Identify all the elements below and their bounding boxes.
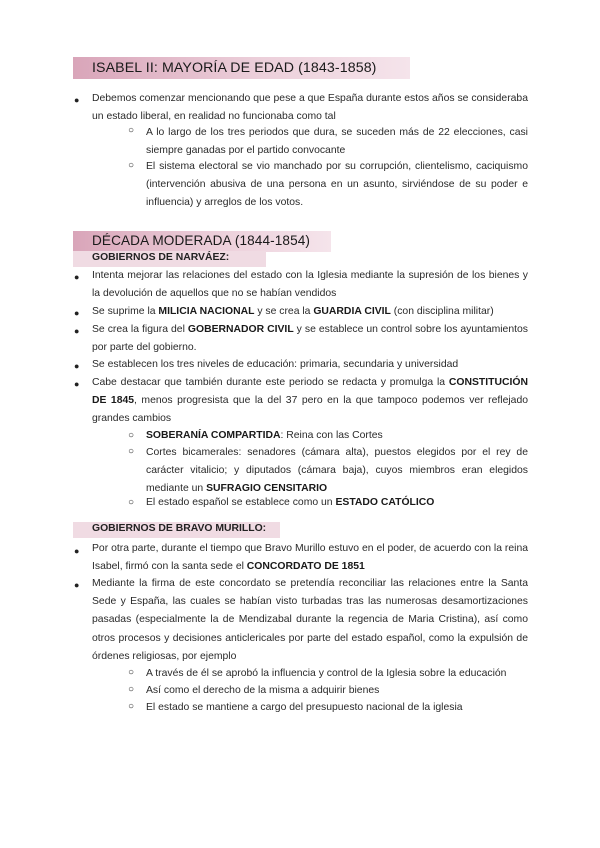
- bullet-dot: ●: [74, 580, 80, 590]
- paragraph: Intenta mejorar las relaciones del estado con la Iglesia mediante la supresión de los bienes y la devolución de aquellos que no se habían vendidos: [92, 270, 528, 300]
- paragraph: Por otra parte, durante el tiempo que Bravo Murillo estuvo en el poder, de acuerdo con la reina Isabel, firmó con la santa sede el CONCORDATO DE 1851: [92, 543, 528, 573]
- bullet-circle: ○: [128, 701, 135, 712]
- bullet-dot: ●: [74, 379, 80, 389]
- section-title: ISABEL II: MAYORÍA DE EDAD (1843-1858): [92, 60, 377, 76]
- bullet-circle: ○: [128, 160, 135, 171]
- bullet-dot: ●: [74, 361, 80, 371]
- sub-paragraph: El estado español se establece como un ESTADO CATÓLICO: [146, 497, 435, 508]
- sub-paragraph: Así como el derecho de la misma a adquirir bienes: [146, 685, 380, 696]
- sub-paragraph: A lo largo de los tres periodos que dura, se suceden más de 22 elecciones, casi siempre ganadas por el partido convocante: [146, 127, 528, 157]
- paragraph: Se crea la figura del GOBERNADOR CIVIL y se establece un control sobre los ayuntamientos por parte del gobierno.: [92, 324, 528, 354]
- section-title: DÉCADA MODERADA (1844-1854): [92, 233, 311, 248]
- sub-paragraph: A través de él se aprobó la influencia y control de la Iglesia sobre la educación: [146, 668, 507, 679]
- bullet-circle: ○: [128, 446, 135, 457]
- paragraph: Debemos comenzar mencionando que pese a que España durante estos años se consideraba un estado liberal, en realidad no funcionaba como tal: [92, 93, 528, 123]
- paragraph: Se establecen los tres niveles de educación: primaria, secundaria y universidad: [92, 359, 459, 370]
- bullet-circle: ○: [128, 497, 135, 508]
- paragraph: Cabe destacar que también durante este periodo se redacta y promulga la CONSTITUCIÓN DE 1845, menos progresista que la del 37 pero en la que tampoco podemos ver reflejado grandes cambios: [92, 377, 528, 425]
- subheading: GOBIERNOS DE BRAVO MURILLO:: [92, 523, 267, 534]
- bullet-dot: ●: [74, 546, 80, 556]
- bullet-circle: ○: [128, 667, 135, 678]
- sub-paragraph: El estado se mantiene a cargo del presupuesto nacional de la iglesia: [146, 702, 463, 713]
- bullet-circle: ○: [128, 430, 135, 441]
- paragraph: Mediante la firma de este concordato se pretendía reconciliar las relaciones entre la Santa Sede y España, las cuales se habían visto turbadas tras las numerosas desamortizaciones pasadas (especialmente la de Mendizabal durante la regencia de Maria Cristina), así como otros procesos y decisiones anticlericales por parte del estado español, como la expulsión de órdenes religiosas, por ejemplo: [92, 578, 528, 662]
- sub-paragraph: Cortes bicamerales: senadores (cámara alta), puestos elegidos por el rey de carácter vitalicio; y diputados (cámara baja), cuyos miembros eran elegidos mediante un SUFRAGIO CENSITARIO: [146, 447, 528, 495]
- bullet-circle: ○: [128, 125, 135, 136]
- sub-paragraph: El sistema electoral se vio manchado por su corrupción, clientelismo, caciquismo (intervención abusiva de una persona en un asunto, sirviéndose de su poder e influencia) y arreglos de los votos.: [146, 161, 528, 209]
- sub-paragraph: SOBERANÍA COMPARTIDA: Reina con las Cortes: [146, 430, 383, 441]
- bullet-dot: ●: [74, 326, 80, 336]
- bullet-dot: ●: [74, 272, 80, 282]
- bullet-dot: ●: [74, 95, 80, 105]
- subheading: GOBIERNOS DE NARVÁEZ:: [92, 252, 230, 263]
- bullet-dot: ●: [74, 308, 80, 318]
- paragraph: Se suprime la MILICIA NACIONAL y se crea la GUARDIA CIVIL (con disciplina militar): [92, 306, 494, 317]
- bullet-circle: ○: [128, 684, 135, 695]
